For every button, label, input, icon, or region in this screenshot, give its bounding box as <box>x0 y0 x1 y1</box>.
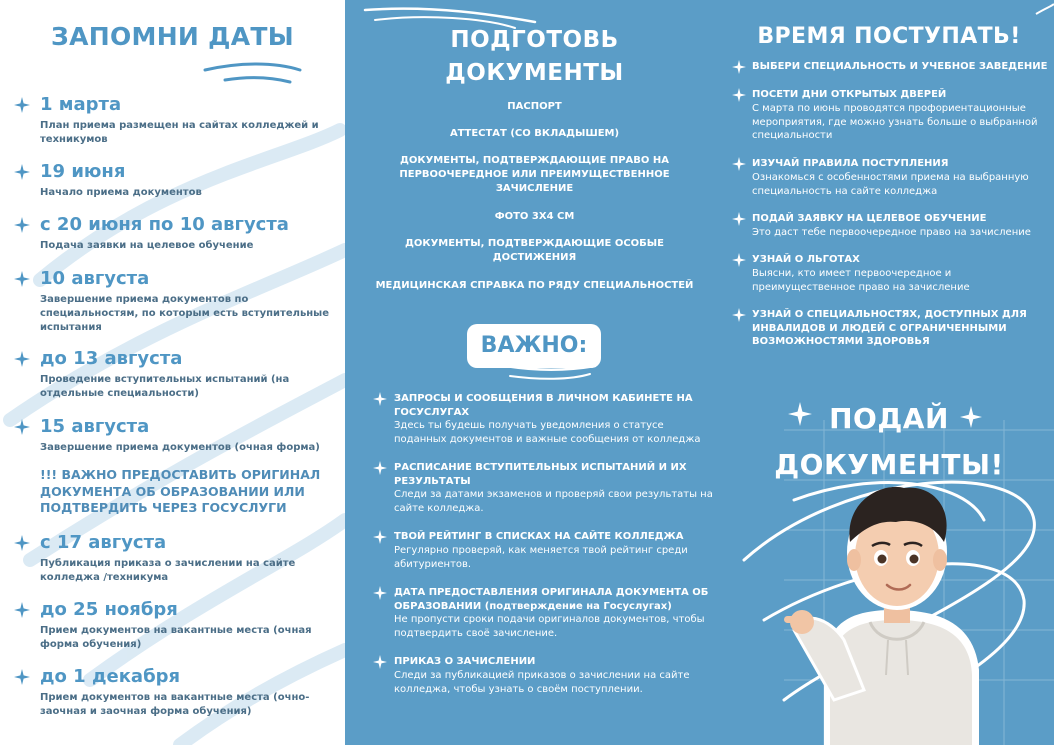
section-title-remember-dates: ЗАПОМНИ ДАТЫ <box>51 22 294 51</box>
date-description: Прием документов на вакантные места (очная форма обучения) <box>40 625 312 650</box>
panel-prepare-documents <box>345 0 724 745</box>
sparkle-star-icon <box>14 271 30 287</box>
sparkle-star-icon <box>373 392 387 406</box>
sparkle-star-icon <box>14 217 30 233</box>
step-text: Ознакомься с особенностями приема на выбранную специальность на сайте колледжа <box>752 172 1029 197</box>
date-description: Начало приема документов <box>40 187 202 198</box>
step-heading: УЗНАЙ О СПЕЦИАЛЬНОСТЯХ, ДОСТУПНЫХ ДЛЯ ИНВАЛИДОВ И ЛЮДЕЙ С ОГРАНИЧЕННЫМИ ВОЗМОЖНОСТЯМИ ЗДОРОВЬЯ <box>752 309 1027 347</box>
date-label: до 13 августа <box>40 348 183 369</box>
sparkle-star-icon <box>732 308 746 322</box>
date-label: 15 августа <box>40 416 150 437</box>
date-label: с 20 июня по 10 августа <box>40 214 289 235</box>
important-badge: ВАЖНО: <box>467 324 601 368</box>
section-title-prepare-documents <box>345 24 724 90</box>
sparkle-star-icon <box>14 97 30 113</box>
date-description: Подача заявки на целевое обучение <box>40 240 254 251</box>
sparkle-star-icon <box>14 164 30 180</box>
date-label: до 25 ноября <box>40 599 178 620</box>
step-text: Это даст тебе первоочередное право на зачисление <box>752 227 1031 238</box>
date-description: Завершение приема документов (очная форма) <box>40 442 320 453</box>
date-description: План приема размещен на сайтах колледжей и техникумов <box>40 120 319 145</box>
step-heading: ВЫБЕРИ СПЕЦИАЛЬНОСТЬ И УЧЕБНОЕ ЗАВЕДЕНИЕ <box>752 61 1048 72</box>
sparkle-star-icon <box>373 461 387 475</box>
date-description: Завершение приема документов по специальностям, по которым есть вступительные испытания <box>40 294 330 333</box>
sparkle-star-icon <box>373 530 387 544</box>
sparkle-star-icon <box>732 88 746 102</box>
document-item: ФОТО 3Х4 СМ <box>494 211 575 222</box>
document-item: МЕДИЦИНСКАЯ СПРАВКА ПО РЯДУ СПЕЦИАЛЬНОСТЕЙ <box>375 280 694 291</box>
step-heading: ПОСЕТИ ДНИ ОТКРЫТЫХ ДВЕРЕЙ <box>752 89 947 100</box>
document-item: ДОКУМЕНТЫ, ПОДТВЕРЖДАЮЩИЕ ПРАВО НА ПЕРВООЧЕРЕДНОЕ ИЛИ ПРЕИМУЩЕСТВЕННОЕ ЗАЧИСЛЕНИЕ <box>399 155 670 194</box>
sparkle-star-icon <box>732 60 746 74</box>
date-label: 19 июня <box>40 161 126 182</box>
important-item-text: Следи за публикацией приказов о зачислении на сайте колледжа, чтобы узнать о своём поступлении. <box>394 670 690 695</box>
cta-line: ПОДАЙ <box>829 402 949 435</box>
original-document-warning: !!! ВАЖНО ПРЕДОСТАВИТЬ ОРИГИНАЛ ДОКУМЕНТА ОБ ОБРАЗОВАНИИ ИЛИ ПОДТВЕРДИТЬ ЧЕРЕЗ ГОСУСЛУГИ <box>40 467 321 515</box>
title-line: ДОКУМЕНТЫ <box>445 60 624 86</box>
panel-time-to-apply <box>724 0 1054 745</box>
step-heading: УЗНАЙ О ЛЬГОТАХ <box>752 254 860 265</box>
sparkle-star-icon <box>373 586 387 600</box>
important-item-text: Не пропусти сроки подачи оригиналов документов, чтобы подтвердить своё зачисление. <box>394 614 705 639</box>
step-heading: ИЗУЧАЙ ПРАВИЛА ПОСТУПЛЕНИЯ <box>752 158 949 169</box>
cta-line: ДОКУМЕНТЫ! <box>774 448 1004 481</box>
title-line: ПОДГОТОВЬ <box>450 27 619 53</box>
sparkle-star-icon <box>14 419 30 435</box>
important-item-heading: ПРИКАЗ О ЗАЧИСЛЕНИИ <box>394 656 536 667</box>
date-description: Публикация приказа о зачислении на сайте колледжа /техникума <box>40 558 296 583</box>
important-item-text: Регулярно проверяй, как меняется твой рейтинг среди абитуриентов. <box>394 545 688 570</box>
important-item-heading: ТВОЙ РЕЙТИНГ В СПИСКАХ НА САЙТЕ КОЛЛЕДЖА <box>394 531 684 542</box>
important-item-heading: ДАТА ПРЕДОСТАВЛЕНИЯ ОРИГИНАЛА ДОКУМЕНТА ОБ ОБРАЗОВАНИИ (подтверждение на Госуслугах) <box>394 587 709 612</box>
important-item-heading: РАСПИСАНИЕ ВСТУПИТЕЛЬНЫХ ИСПЫТАНИЙ И ИХ РЕЗУЛЬТАТЫ <box>394 462 687 487</box>
sparkle-star-icon <box>14 602 30 618</box>
sparkle-star-icon <box>14 351 30 367</box>
sparkle-star-icon <box>732 253 746 267</box>
document-item: АТТЕСТАТ (СО ВКЛАДЫШЕМ) <box>449 128 620 139</box>
sparkle-star-icon <box>373 655 387 669</box>
panel-remember-dates <box>0 0 345 745</box>
date-label: с 17 августа <box>40 532 167 553</box>
date-description: Проведение вступительных испытаний (на отдельные специальности) <box>40 374 290 399</box>
date-label: 1 марта <box>40 94 122 115</box>
sparkle-star-icon <box>732 157 746 171</box>
step-heading: ПОДАЙ ЗАЯВКУ НА ЦЕЛЕВОЕ ОБУЧЕНИЕ <box>752 213 987 224</box>
important-item-heading: ЗАПРОСЫ И СООБЩЕНИЯ В ЛИЧНОМ КАБИНЕТЕ НА ГОСУСЛУГАХ <box>394 393 693 418</box>
step-text: Выясни, кто имеет первоочередное и преимущественное право на зачисление <box>752 268 970 293</box>
date-label: до 1 декабря <box>40 666 181 687</box>
date-label: 10 августа <box>40 268 150 289</box>
important-item-text: Здесь ты будешь получать уведомления о статусе поданных документов и важные сообщения от колледжа <box>394 420 701 445</box>
sparkle-star-icon <box>14 669 30 685</box>
step-text: С марта по июнь проводятся профориентационные мероприятия, где можно узнать больше о выбранной специальности <box>752 103 1038 141</box>
student-illustration <box>784 470 1014 745</box>
document-item: ПАСПОРТ <box>507 101 562 112</box>
document-item: ДОКУМЕНТЫ, ПОДТВЕРЖДАЮЩИЕ ОСОБЫЕ ДОСТИЖЕНИЯ <box>404 238 664 263</box>
sparkle-star-icon <box>732 212 746 226</box>
sparkle-star-icon <box>14 535 30 551</box>
date-description: Прием документов на вакантные места (очно-заочная и заочная форма обучения) <box>40 692 310 717</box>
section-title-time-to-apply: ВРЕМЯ ПОСТУПАТЬ! <box>757 24 1021 49</box>
important-item-text: Следи за датами экзаменов и проверяй свои результаты на сайте колледжа. <box>394 489 713 514</box>
